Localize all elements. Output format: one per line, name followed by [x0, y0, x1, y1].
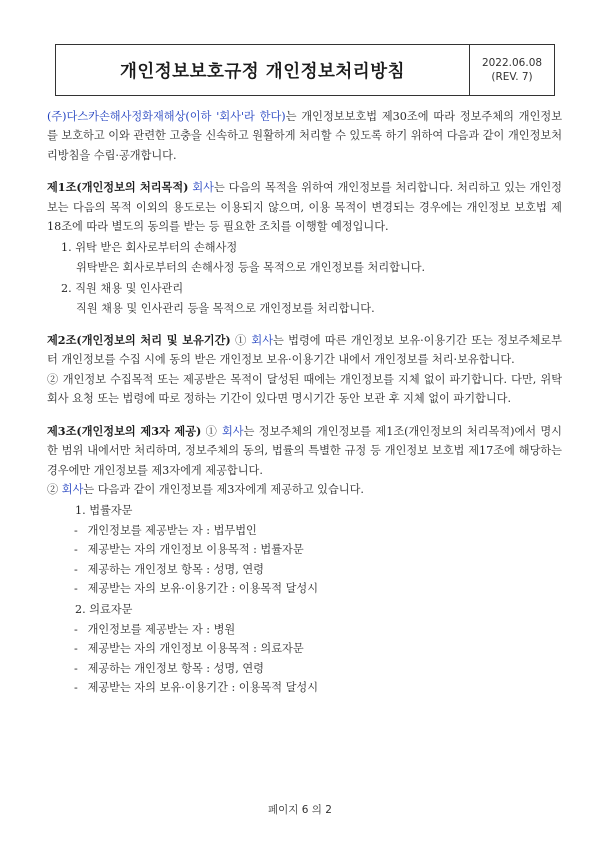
article1-title: 제1조(개인정보의 처리목적) [47, 180, 189, 195]
list-item: - 개인정보를 제공받는 자 : 법무법인 [74, 523, 257, 537]
list-item: - 제공받는 자의 보유·이용기간 : 이용목적 달성시 [74, 581, 319, 595]
company-name: (주)다스카손해사정화재해상(이하 '회사'라 한다) [47, 110, 286, 123]
article3-title: 제3조(개인정보의 제3자 제공) [47, 423, 202, 438]
page-number: 페이지 6 의 2 [268, 804, 332, 816]
article2-title: 제2조(개인정보의 처리 및 보유기간) [47, 333, 231, 348]
document-title: 개인정보보호규정 개인정보처리방침 [119, 61, 406, 82]
list-item: - 제공받는 자의 개인정보 이용목적 : 법률자문 [74, 543, 304, 557]
article1-item-1-label: 1. 위탁 받은 회사로부터의 손해사정 [61, 241, 238, 255]
document-body [47, 107, 562, 697]
intro-paragraph: (주)다스카손해사정화재해상(이하 '회사'라 한다)는 개인정보보호법 제30조에 따라 정보주체의 개인정보를 보호하고 이와 관련한 고충을 신속하고 원활하게 처리할 수 있도록 하기 위하여 다음과 같이 개인정보처리방침을 수립·공개합니다. [47, 110, 563, 162]
list-item: - 제공하는 개인정보 항목 : 성명, 연령 [74, 661, 264, 675]
list-item: - 제공하는 개인정보 항목 : 성명, 연령 [74, 562, 264, 576]
article3-paragraph-2: ② 회사는 다음과 같이 개인정보를 제3자에게 제공하고 있습니다. [47, 482, 364, 496]
list-item: - 개인정보를 제공받는 자 : 병원 [74, 622, 236, 636]
revision-info [469, 45, 554, 95]
article3-paragraph-1: 제3조(개인정보의 제3자 제공) ① 회사는 정보주체의 개인정보를 제1조(개인정보의 처리목적)에서 명시한 범위 내에서만 처리하며, 정보주체의 동의, 법률의 특별한 규정 등 개인정보 보호법 제17조에 해당하는 경우에만 개인정보를 제3자에게 제공합니다. [47, 423, 562, 477]
article2-paragraph-1: 제2조(개인정보의 처리 및 보유기간) ① 회사는 법령에 따른 개인정보 보유·이용기간 또는 정보주체로부터 개인정보를 수집 시에 동의 받은 개인정보 보유·이용기간 내에서 개인정보를 처리·보유합니다. [47, 333, 562, 367]
revision-number: (REV. 7) [491, 71, 533, 83]
header-box [55, 44, 555, 96]
revision-date: 2022.06.08 [481, 57, 543, 69]
article1-item-1-desc: 위탁받은 회사로부터의 손해사정 등을 목적으로 개인정보를 처리합니다. [76, 260, 426, 274]
article3-group-1-label: 1. 법률자문 [75, 504, 133, 518]
article1-item-2-desc: 직원 채용 및 인사관리 등을 목적으로 개인정보를 처리합니다. [76, 301, 375, 315]
article3-group-2-label: 2. 의료자문 [75, 603, 133, 617]
article1-item-2-label: 2. 직원 채용 및 인사관리 [61, 282, 184, 296]
article1-paragraph: 제1조(개인정보의 처리목적) 회사는 다음의 목적을 위하여 개인정보를 처리합니다. 처리하고 있는 개인정보는 다음의 목적 이외의 용도로는 이용되지 않으며, 이용 목적이 변경되는 경우에는 개인정보 보호법 제18조에 따라 별도의 동의를 받는 등 필요한 조치를 이행할 예정입니다. [47, 180, 562, 234]
list-item: - 제공받는 자의 개인정보 이용목적 : 의료자문 [74, 642, 304, 656]
article2-paragraph-2: ② 개인정보 수집목적 또는 제공받은 목적이 달성된 때에는 개인정보를 지체 없이 파기합니다. 다만, 위탁회사 요청 또는 법령에 따로 정하는 기간이 있다면 명시기간 동안 보관 후 지체 없이 파기합니다. [47, 372, 562, 406]
list-item: - 제공받는 자의 보유·이용기간 : 이용목적 달성시 [74, 680, 319, 694]
